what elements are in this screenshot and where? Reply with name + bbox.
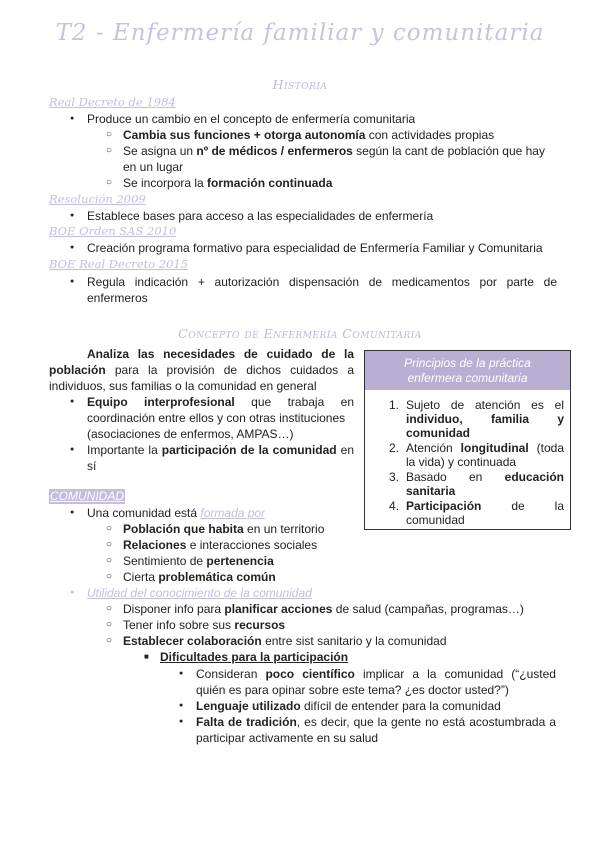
label-boe-real-decreto-2015: BOE Real Decreto 2015: [49, 257, 189, 271]
list-item-continuation: (asociaciones de enfermos, AMPAS…): [87, 427, 294, 441]
section-heading-concepto: Concepto de Enfermería Comunitaria: [178, 326, 422, 341]
list-item: ● Regula indicación + autorización dispensación de medicamentos por parte de: [87, 274, 557, 290]
list-item: ● Importante la participación de la comunidad en: [87, 442, 354, 458]
label-comunidad: COMUNIDAD: [50, 489, 124, 503]
list-item: ● Produce un cambio en el concepto de enfermería comunitaria: [87, 111, 415, 127]
list-item: ● Falta de tradición, es decir, que la gente no está acostumbrada a: [196, 714, 556, 730]
list-item: ○ Sentimiento de pertenencia: [123, 553, 274, 569]
list-item-dificultades: ■ Dificultades para la participación: [160, 649, 348, 665]
list-item: ○ Población que habita en un territorio: [123, 521, 324, 537]
principios-header-line: Principios de la práctica: [404, 356, 531, 370]
intro-text: individuos, sus familias o la comunidad en general: [49, 379, 317, 393]
principios-box: [364, 350, 571, 530]
list-item: ○ Relaciones e interacciones sociales: [123, 537, 317, 553]
label-real-decreto-1984: Real Decreto de 1984: [49, 95, 176, 109]
principio-text: comunidad: [406, 513, 465, 527]
section-heading-historia: Historia: [272, 77, 328, 92]
principio-number: 2.: [389, 441, 400, 455]
page-title: T2 - Enfermería familiar y comunitaria: [55, 20, 545, 46]
list-item-continuation: coordinación entre ellos y con otras instituciones: [87, 411, 346, 425]
principios-header-line: enfermera comunitaria: [407, 371, 528, 385]
list-item: ● Una comunidad está formada por: [87, 505, 265, 521]
intro-text: Analiza las necesidades de cuidado de la: [87, 347, 354, 361]
principio-text: Basado en educación: [406, 470, 564, 484]
list-item-continuation: participar activamente en su salud: [196, 731, 379, 745]
principio-text: individuo, familia y: [406, 412, 564, 426]
list-item: ○ Disponer info para planificar acciones de salud (campañas, programas…): [123, 601, 524, 617]
principios-box-header: [365, 351, 570, 390]
principio-number: 4.: [389, 499, 400, 513]
list-item-continuation: sí: [87, 459, 97, 473]
list-item: ● Consideran poco científico implicar a la comunidad (“¿usted: [196, 666, 556, 682]
list-item: ● Equipo interprofesional que trabaja en: [87, 394, 354, 410]
intro-text: población para la provisión de dichos cuidados a: [49, 363, 354, 377]
list-item: ● Establece bases para acceso a las especialidades de enfermería: [87, 208, 433, 224]
list-item: ● Creación programa formativo para especialidad de Enfermería Familiar y Comunitaria: [87, 240, 543, 256]
label-resolucion-2009: Resolución 2009: [49, 192, 146, 206]
list-item: ○ Se asigna un nº de médicos / enfermeros según la cant de población que hay: [123, 143, 545, 159]
principio-text: sanitaria: [406, 484, 456, 498]
list-item-continuation: enfermeros: [87, 291, 148, 305]
label-boe-orden-2010: BOE Orden SAS 2010: [49, 224, 177, 238]
list-item: ○ Se incorpora la formación continuada: [123, 175, 332, 191]
principio-text: Atención longitudinal (toda: [406, 441, 564, 455]
list-item: ○ Tener info sobre sus recursos: [123, 617, 285, 633]
list-item-continuation: en un lugar: [123, 160, 184, 174]
principio-text: Sujeto de atención es el: [406, 398, 564, 412]
list-item-continuation: quién es para opinar sobre este tema? ¿es doctor usted?”): [196, 683, 509, 697]
principio-text: comunidad: [406, 426, 471, 440]
principio-text: Participación de la: [406, 499, 564, 513]
list-item: ○ Establecer colaboración entre sist sanitario y la comunidad: [123, 633, 447, 649]
list-item: ○ Cambia sus funciones + otorga autonomía con actividades propias: [123, 127, 494, 143]
list-item-utilidad: ● Utilidad del conocimiento de la comunidad: [87, 585, 312, 601]
list-item: ○ Cierta problemática común: [123, 569, 276, 585]
list-item: ● Lenguaje utilizado difícil de entender para la comunidad: [196, 698, 501, 714]
principio-number: 1.: [389, 398, 400, 412]
principio-number: 3.: [389, 470, 400, 484]
principio-text: la vida) y continuada: [406, 455, 517, 469]
